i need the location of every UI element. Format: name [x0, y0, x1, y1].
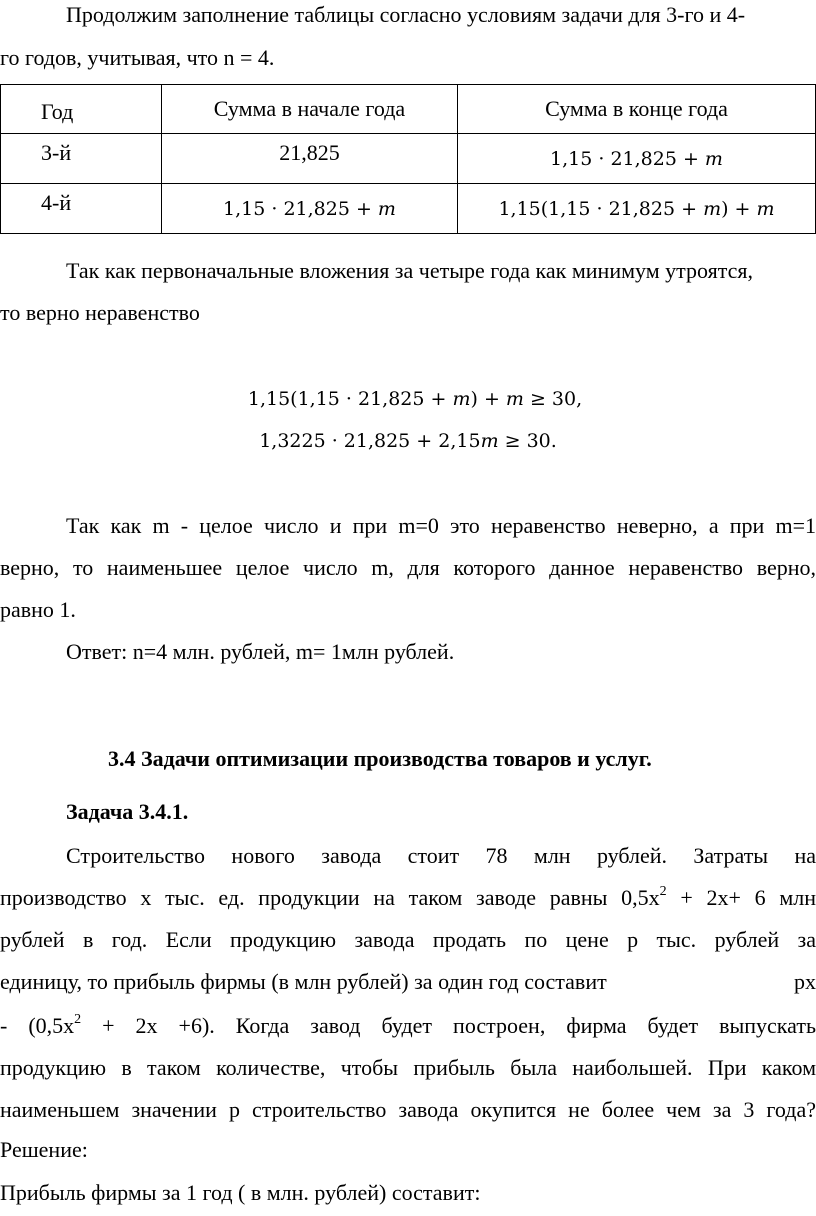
task-line-6: продукцию в таком количестве, чтобы прибыль была наибольшей. При каком — [0, 1055, 816, 1080]
task-line-1: Строительство нового завода стоит 78 млн рублей. Затраты на — [66, 843, 816, 868]
table-row — [1, 134, 816, 184]
task-line-2-text: производство х тыс. ед. продукции на таком заводе равны 0,5х — [0, 885, 660, 910]
intro-line-1: Продолжим заполнение таблицы согласно условиям задачи для 3-го и 4- — [66, 2, 746, 27]
row-end: 1,15 · 21,825 + 𝑚 — [458, 134, 816, 184]
table-row — [1, 184, 816, 234]
row-year: 4-й — [1, 184, 162, 234]
row-start: 1,15 · 21,825 + 𝑚 — [162, 184, 458, 234]
row-end: 1,15(1,15 · 21,825 + 𝑚) + 𝑚 — [458, 184, 816, 234]
task-line-2-tail: + 2х+ 6 млн — [666, 885, 816, 910]
sums-table — [0, 84, 816, 234]
task-line-4-text: единицу, то прибыль фирмы (в млн рублей) за один год составит — [0, 969, 607, 994]
task-line-5 — [0, 1013, 816, 1039]
equation-1: 1,15(1,15 · 21,825 + 𝑚) + 𝑚 ≥ 30, — [247, 388, 583, 410]
intro-line-2: го годов, учитывая, что n = 4. — [0, 45, 275, 70]
task-line-5-tail: + 2х +6). Когда завод будет построен, фирма будет выпускать — [81, 1013, 816, 1038]
paragraph-1-line-2: то верно неравенство — [0, 300, 200, 325]
row-year: 3-й — [1, 134, 162, 184]
header-year: Год — [1, 85, 162, 134]
task-line-4-tail: рх — [794, 969, 816, 994]
table-header-row — [1, 85, 816, 134]
task-line-7: наименьшем значении р строительство завода окупится не более чем за 3 года? — [0, 1097, 816, 1122]
paragraph-2-line-3: равно 1. — [0, 597, 76, 622]
paragraph-2-line-2: верно, то наименьшее целое число m, для которого данное неравенство верно, — [0, 555, 816, 580]
task-line-5-text: - (0,5х — [0, 1013, 75, 1038]
task-title: Задача 3.4.1. — [66, 799, 189, 824]
header-end: Сумма в конце года — [458, 85, 816, 134]
paragraph-1-line-1: Так как первоначальные вложения за четыре года как минимум утроятся, — [66, 258, 754, 283]
paragraph-2-line-1: Так как m - целое число и при m=0 это неравенство неверно, а при m=1 — [66, 513, 816, 538]
solution-line: Прибыль фирмы за 1 год ( в млн. рублей) составит: — [0, 1180, 481, 1205]
superscript: 2 — [659, 883, 667, 899]
superscript: 2 — [74, 1011, 82, 1027]
solution-label: Решение: — [0, 1137, 88, 1162]
task-line-4 — [0, 969, 816, 995]
task-line-3: рублей в год. Если продукцию завода продать по цене р тыс. рублей за — [0, 927, 816, 952]
header-start: Сумма в начале года — [162, 85, 458, 134]
answer-line: Ответ: n=4 млн. рублей, m= 1млн рублей. — [66, 639, 455, 664]
equation-2: 1,3225 · 21,825 + 2,15𝑚 ≥ 30. — [259, 430, 557, 452]
section-title: 3.4 Задачи оптимизации производства товаров и услуг. — [108, 746, 652, 771]
task-line-2 — [0, 885, 816, 911]
row-start: 21,825 — [162, 134, 458, 184]
